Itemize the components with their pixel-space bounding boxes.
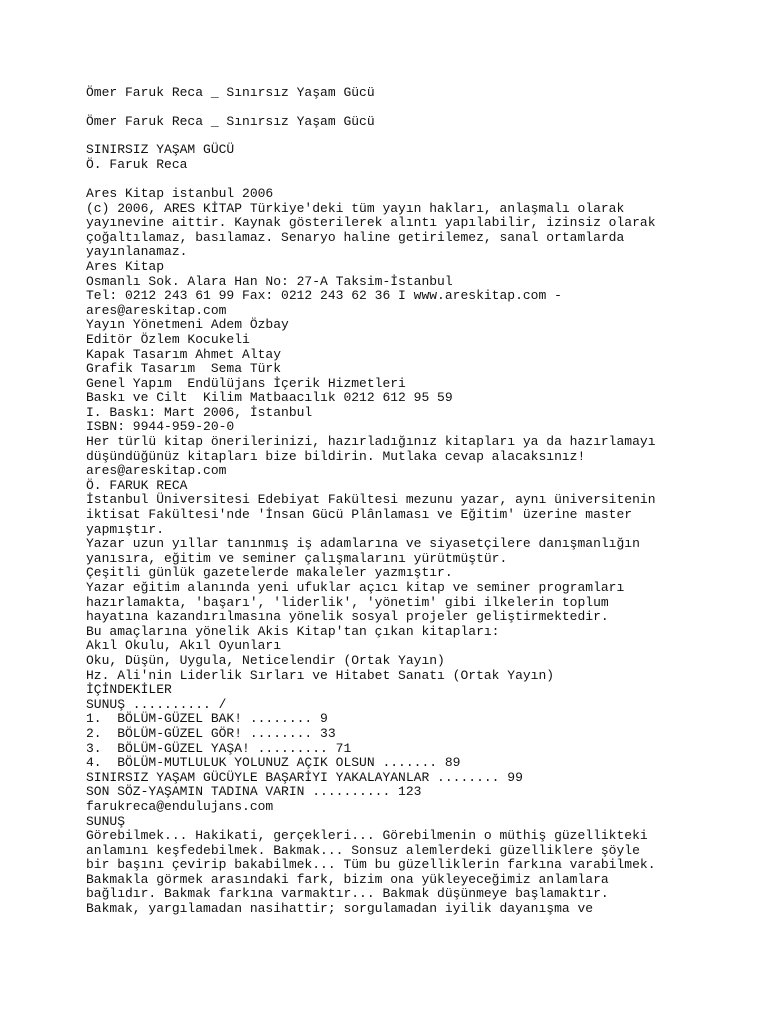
text-line: Bakmakla görmek arasındaki fark, bizim ona yükleyeceğimiz anlamlara <box>86 871 609 887</box>
document-page <box>86 86 758 917</box>
body-text <box>86 187 758 917</box>
text-line: iktisat Fakültesi'nde 'İnsan Gücü Plânlaması ve Eğitim' üzerine master <box>86 507 633 523</box>
text-line: anlamını keşfedebilmek. Bakmak... Sonsuz alemlerdeki güzelliklere şöyle <box>86 842 640 858</box>
text-line: Ö. FARUK RECA <box>86 477 188 493</box>
text-line: ares@areskitap.com <box>86 463 227 479</box>
spacer <box>86 172 758 187</box>
text-line: Kapak Tasarım Ahmet Altay <box>86 346 282 362</box>
text-line: 4. BÖLÜM-MUTLULUK YOLUNUZ AÇIK OLSUN ....... 89 <box>86 755 461 771</box>
text-line: Akıl Okulu, Akıl Oyunları <box>86 638 282 654</box>
book-title: SINIRSIZ YAŞAM GÜCÜ <box>86 142 235 158</box>
text-line: farukreca@endulujans.com <box>86 798 274 814</box>
text-line: çoğaltılamaz, basılamaz. Senaryo haline getirilemez, sanal ortamlarda <box>86 229 625 245</box>
text-line: 1. BÖLÜM-GÜZEL BAK! ........ 9 <box>86 711 328 727</box>
text-line: Osmanlı Sok. Alara Han No: 27-A Taksim-İstanbul <box>86 273 453 289</box>
book-author: Ö. Faruk Reca <box>86 156 188 172</box>
running-header-repeat: Ömer Faruk Reca _ Sınırsız Yaşam Gücü <box>86 113 375 129</box>
text-line: SUNUŞ <box>86 813 126 829</box>
text-line: Ares Kitap <box>86 258 165 274</box>
text-line: Editör Özlem Kocukeli <box>86 331 250 347</box>
text-line: yayınevine aittir. Kaynak gösterilerek alıntı yapılabilir, izinsiz olarak <box>86 215 656 231</box>
text-line: yapmıştır. <box>86 521 165 537</box>
text-line: Her türlü kitap önerilerinizi, hazırladığınız kitapları ya da hazırlamayı <box>86 434 656 450</box>
text-line: Bakmak, yargılamadan nasihattir; sorgulamadan iyilik dayanışma ve <box>86 901 594 917</box>
text-line: 3. BÖLÜM-GÜZEL YAŞA! ......... 71 <box>86 740 352 756</box>
text-line: hayatına kazandırılmasına yönelik sosyal projeler geliştirmektedir. <box>86 609 609 625</box>
text-line: Görebilmek... Hakikati, gerçekleri... Görebilmenin o müthiş güzellikteki <box>86 828 648 844</box>
text-line: Baskı ve Cilt Kilim Matbaacılık 0212 612 95 59 <box>86 390 453 406</box>
text-line: İÇİNDEKİLER <box>86 682 172 698</box>
text-line: SUNUŞ .......... / <box>86 696 227 712</box>
text-line: I. Baskı: Mart 2006, İstanbul <box>86 404 313 420</box>
text-line: Grafik Tasarım Sema Türk <box>86 361 282 377</box>
text-line: Çeşitli günlük gazetelerde makaleler yazmıştır. <box>86 565 453 581</box>
text-line: Tel: 0212 243 61 99 Fax: 0212 243 62 36 I www.areskitap.com - <box>86 288 562 304</box>
text-line: yanısıra, eğitim ve seminer çalışmalarını yürütmüştür. <box>86 550 508 566</box>
text-line: Yazar uzun yıllar tanınmış iş adamlarına ve siyasetçilere danışmanlığın <box>86 536 640 552</box>
text-line: Yazar eğitim alanında yeni ufuklar açıcı kitap ve seminer programları <box>86 580 625 595</box>
text-line: 2. BÖLÜM-GÜZEL GÖR! ........ 33 <box>86 725 336 741</box>
text-line: Hz. Ali'nin Liderlik Sırları ve Hitabet Sanatı (Ortak Yayın) <box>86 667 555 683</box>
text-line: bağlıdır. Bakmak farkına varmaktır... Bakmak düşünmeye başlamaktır. <box>86 886 609 902</box>
running-header: Ömer Faruk Reca _ Sınırsız Yaşam Gücü <box>86 85 375 100</box>
text-line: İstanbul Üniversitesi Edebiyat Fakültesi mezunu yazar, aynı üniversitenin <box>86 492 656 508</box>
text-line: ISBN: 9944-959-20-0 <box>86 419 235 435</box>
text-line: Bu amaçlarına yönelik Akis Kitap'tan çıkan kitapları: <box>86 623 500 639</box>
text-line: düşündüğünüz kitapları bize bildirin. Mutlaka cevap alacaksınız! <box>86 448 586 464</box>
text-line: SINIRSIZ YAŞAM GÜCÜYLE BAŞARİYI YAKALAYANLAR ........ 99 <box>86 769 523 785</box>
text-line: hazırlamakta, 'başarı', 'liderlik', 'yönetim' gibi ilkelerin toplum <box>86 594 609 610</box>
text-line: bir başını çevirip bakabilmek... Tüm bu güzelliklerin farkına varabilmek. <box>86 857 656 873</box>
text-line: SON SÖZ-YAŞAMIN TADINA VARIN .......... 123 <box>86 784 422 800</box>
text-line: yayınlanamaz. <box>86 244 188 260</box>
text-line: Oku, Düşün, Uygula, Neticelendir (Ortak Yayın) <box>86 652 445 668</box>
text-line: Ares Kitap istanbul 2006 <box>86 185 274 201</box>
text-line: ares@areskitap.com <box>86 302 227 318</box>
text-line: (c) 2006, ARES KİTAP Türkiye'deki tüm yayın hakları, anlaşmalı olarak <box>86 200 625 216</box>
text-line: Genel Yapım Endülüjans İçerik Hizmetleri <box>86 375 406 391</box>
text-line: Yayın Yönetmeni Adem Özbay <box>86 317 289 333</box>
